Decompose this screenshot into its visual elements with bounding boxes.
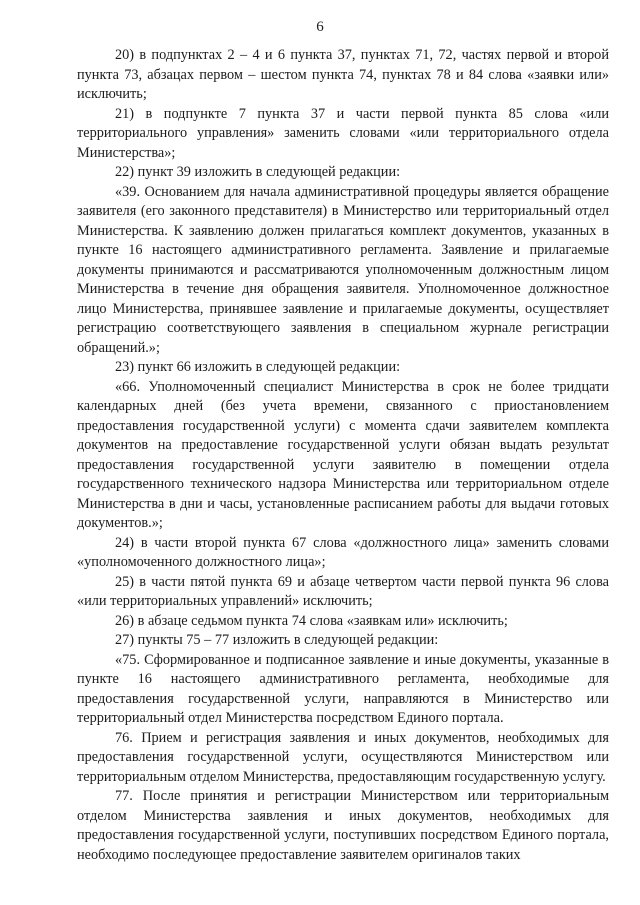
paragraph-point-77: 77. После принятия и регистрации Министерством или территориальным отделом Министерства заявления и иных документов, необходимых для предоставления государственной услуги, поступивших посредством Единого портала, необходимо последующее предоставление заявителем оригиналов таких bbox=[77, 788, 609, 863]
paragraph-item-26: 26) в абзаце седьмом пункта 74 слова «заявкам или» исключить; bbox=[115, 612, 508, 629]
paragraph-item-27: 27) пункты 75 – 77 изложить в следующей редакции: bbox=[115, 632, 439, 648]
paragraph-item-25: 25) в части пятой пункта 69 и абзаце четвертом части первой пункта 96 слова «или территориальных управлений» исключить; bbox=[77, 573, 609, 609]
paragraph-point-75: «75. Сформированное и подписанное заявление и иные документы, указанные в пункте 16 настоящего административного регламента, необходимые для предоставления государственной услуги, направляются в Министерство или территориальный отдел Министерства посредством Единого портала. bbox=[77, 651, 609, 726]
paragraph-item-24: 24) в части второй пункта 67 слова «должностного лица» заменить словами «уполномоченного должностного лица»; bbox=[77, 534, 609, 570]
paragraph-point-39: «39. Основанием для начала административной процедуры является обращение заявителя (его законного представителя) в Министерство или территориальный отдел Министерства. К заявлению должен прилагаться комплект документов, указанных в пункте 16 настоящего административного регламента. Заявление и прилагаемые документы принимаются и рассматриваются уполномоченным должностным лицом Министерства в течение дня обращения заявителя. Уполномоченное должностное лицо Министерства, принявшее заявление и прилагаемые документы, осуществляет регистрацию соответствующего заявления в специальном журнале регистрации обращений.»; bbox=[77, 183, 609, 356]
paragraph-point-66: «66. Уполномоченный специалист Министерства в срок не более тридцати календарных дней (без учета времени, связанного с приостановлением предоставления государственной услуги) с момента сдачи заявителем комплекта документов на предоставление государственной услуги обязан выдать результат предоставления государственной услуги заявителю в помещении отдела государственного технического надзора Министерства или территориальном отделе Министерства в дни и часы, установленные расписанием работы для выдачи готовых документов.»; bbox=[77, 378, 609, 531]
document-body bbox=[77, 46, 609, 865]
page-number: 6 bbox=[316, 19, 324, 35]
paragraph-point-76: 76. Прием и регистрация заявления и иных документов, необходимых для предоставления государственной услуги, осуществляются Министерством или территориальным отделом Министерства, предоставляющим государственную услугу. bbox=[77, 729, 609, 785]
paragraph-item-23: 23) пункт 66 изложить в следующей редакции: bbox=[115, 359, 401, 375]
paragraph-item-21: 21) в подпункте 7 пункта 37 и части первой пункта 85 слова «или территориального управления» заменить словами «или территориального отдела Министерства»; bbox=[77, 105, 609, 161]
paragraph-item-22: 22) пункт 39 изложить в следующей редакции: bbox=[115, 164, 401, 180]
paragraph-item-20: 20) в подпунктах 2 – 4 и 6 пункта 37, пунктах 71, 72, частях первой и второй пункта 73, абзацах первом – шестом пункта 74, пунктах 78 и 84 слова «заявки или» исключить; bbox=[77, 47, 609, 102]
